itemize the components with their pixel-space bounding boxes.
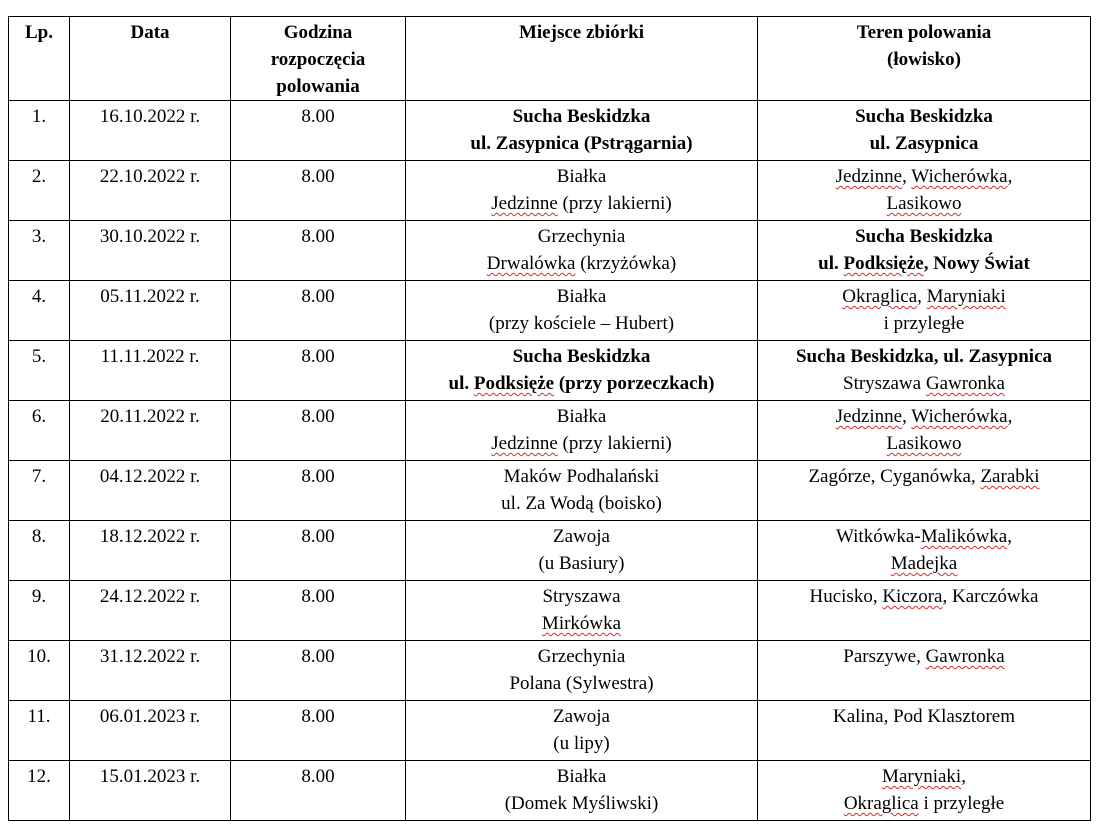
- area-line-1: Sucha Beskidzka: [855, 226, 993, 247]
- cell-hunting-area: [758, 521, 1091, 581]
- cell-date: 11.11.2022 r.: [70, 341, 231, 401]
- header-time-line-3: polowania: [276, 76, 360, 97]
- place-line-1: Białka: [556, 406, 607, 427]
- area-text: ,: [1007, 526, 1012, 547]
- cell-meeting-place: [406, 401, 758, 461]
- place-line-1: Maków Podhalański: [503, 466, 660, 487]
- cell-time: 8.00: [231, 461, 406, 521]
- area-line-2: [760, 790, 1088, 817]
- place-line-2: (Domek Myśliwski): [504, 793, 659, 814]
- area-word: Malikówka: [920, 526, 1008, 547]
- cell-hunting-area: [758, 701, 1091, 761]
- table-row: [9, 641, 1091, 701]
- cell-lp: 1.: [9, 101, 70, 161]
- area-word: Zarabki: [980, 466, 1040, 487]
- area-word: Okraglica: [842, 286, 918, 307]
- header-meeting-place: [406, 17, 758, 101]
- table-row: [9, 461, 1091, 521]
- header-hunting-area: [758, 17, 1091, 101]
- place-line-2: ul. Zasypnica (Pstrągarnia): [470, 133, 693, 154]
- cell-time: 8.00: [231, 281, 406, 341]
- area-text: ul.: [818, 253, 844, 274]
- cell-date: 24.12.2022 r.: [70, 581, 231, 641]
- cell-lp: 8.: [9, 521, 70, 581]
- cell-hunting-area: [758, 761, 1091, 821]
- cell-meeting-place: [406, 281, 758, 341]
- cell-lp: 5.: [9, 341, 70, 401]
- area-word: Maryniaki: [926, 286, 1006, 307]
- area-text: Stryszawa: [843, 373, 926, 394]
- cell-date: 22.10.2022 r.: [70, 161, 231, 221]
- place-line-2: (u Basiury): [538, 553, 625, 574]
- header-time-line-1: Godzina: [283, 22, 353, 43]
- place-line-1: Zawoja: [553, 706, 610, 727]
- area-text: ,: [961, 766, 966, 787]
- cell-hunting-area: [758, 281, 1091, 341]
- header-date: [70, 17, 231, 101]
- area-text: Hucisko,: [809, 586, 883, 607]
- cell-time: 8.00: [231, 101, 406, 161]
- schedule-table-wrapper: [8, 16, 1091, 821]
- cell-date: 31.12.2022 r.: [70, 641, 231, 701]
- place-text: (przy lakierni): [557, 433, 672, 454]
- cell-time: 8.00: [231, 641, 406, 701]
- area-line-1: [760, 523, 1088, 550]
- cell-lp: 6.: [9, 401, 70, 461]
- header-place-text: Miejsce zbiórki: [518, 22, 645, 43]
- cell-meeting-place: [406, 221, 758, 281]
- cell-date: 06.01.2023 r.: [70, 701, 231, 761]
- place-line-2: Polana (Sylwestra): [509, 673, 654, 694]
- area-text: ,: [1007, 166, 1013, 187]
- cell-lp: 10.: [9, 641, 70, 701]
- table-row: [9, 401, 1091, 461]
- place-line-2: [408, 190, 755, 217]
- area-text: ,: [1007, 406, 1013, 427]
- cell-lp: 12.: [9, 761, 70, 821]
- cell-lp: 7.: [9, 461, 70, 521]
- area-line-1: [760, 163, 1088, 190]
- header-row: [9, 17, 1091, 101]
- area-word: Jedzinne: [835, 406, 903, 427]
- area-text: , Nowy Świat: [923, 253, 1030, 274]
- cell-time: 8.00: [231, 341, 406, 401]
- area-word: Madejka: [890, 553, 958, 574]
- cell-meeting-place: [406, 641, 758, 701]
- area-text: Parszywe,: [843, 646, 926, 667]
- cell-meeting-place: [406, 761, 758, 821]
- area-line-2: [760, 190, 1088, 217]
- table-row: [9, 581, 1091, 641]
- area-word: Gawronka: [925, 373, 1005, 394]
- hunting-schedule-table: [8, 16, 1091, 821]
- place-word: Podksięże: [473, 373, 555, 394]
- area-text: ,: [902, 406, 912, 427]
- cell-hunting-area: [758, 641, 1091, 701]
- table-row: [9, 521, 1091, 581]
- area-text: , Karczówka: [942, 586, 1039, 607]
- area-line-2: i przyległe: [883, 313, 965, 334]
- cell-time: 8.00: [231, 401, 406, 461]
- header-time-line-2: rozpoczęcia: [270, 49, 366, 70]
- cell-lp: 3.: [9, 221, 70, 281]
- cell-time: 8.00: [231, 521, 406, 581]
- area-text: i przyległe: [918, 793, 1005, 814]
- place-text: (przy porzeczkach): [554, 373, 715, 394]
- area-line-1: [760, 403, 1088, 430]
- place-line-2: [408, 430, 755, 457]
- table-row: [9, 221, 1091, 281]
- cell-lp: 11.: [9, 701, 70, 761]
- place-line-1: Białka: [556, 766, 607, 787]
- cell-meeting-place: [406, 341, 758, 401]
- cell-date: 05.11.2022 r.: [70, 281, 231, 341]
- cell-hunting-area: [758, 581, 1091, 641]
- place-line-2: [408, 610, 755, 637]
- cell-date: 15.01.2023 r.: [70, 761, 231, 821]
- area-word: Maryniaki: [882, 766, 962, 787]
- cell-meeting-place: [406, 701, 758, 761]
- area-word: Gawronka: [925, 646, 1005, 667]
- area-line-2: [760, 430, 1088, 457]
- cell-date: 20.11.2022 r.: [70, 401, 231, 461]
- area-word: Wicherówka: [911, 406, 1008, 427]
- cell-time: 8.00: [231, 221, 406, 281]
- place-word: Mirkówka: [541, 613, 622, 634]
- header-area-line-2: (łowisko): [887, 49, 961, 70]
- cell-time: 8.00: [231, 161, 406, 221]
- header-start-time: [231, 17, 406, 101]
- area-text: ,: [917, 286, 927, 307]
- area-word: Lasikowo: [886, 433, 962, 454]
- place-word: Jedzinne: [491, 193, 558, 214]
- place-line-1: Grzechynia: [537, 646, 626, 667]
- header-lp-text: Lp.: [25, 22, 53, 43]
- cell-meeting-place: [406, 101, 758, 161]
- cell-time: 8.00: [231, 761, 406, 821]
- place-line-2: [408, 370, 755, 397]
- cell-hunting-area: [758, 101, 1091, 161]
- area-line-2: [760, 550, 1088, 577]
- cell-date: 30.10.2022 r.: [70, 221, 231, 281]
- cell-date: 18.12.2022 r.: [70, 521, 231, 581]
- place-line-1: Zawoja: [553, 526, 610, 547]
- area-word: Wicherówka: [911, 166, 1008, 187]
- header-area-line-1: Teren polowania: [856, 22, 992, 43]
- area-line-2: [760, 370, 1088, 397]
- place-line-1: Stryszawa: [542, 586, 621, 607]
- place-line-2: ul. Za Wodą (boisko): [501, 493, 662, 514]
- place-text: (przy lakierni): [557, 193, 672, 214]
- place-text: ul.: [448, 373, 474, 394]
- area-line-1: [760, 283, 1088, 310]
- cell-date: 16.10.2022 r.: [70, 101, 231, 161]
- cell-lp: 4.: [9, 281, 70, 341]
- area-line-2: [760, 250, 1088, 277]
- table-row: [9, 281, 1091, 341]
- place-line-1: Grzechynia: [537, 226, 626, 247]
- area-line-1: Sucha Beskidzka, ul. Zasypnica: [795, 346, 1053, 367]
- area-line-1: [760, 763, 1088, 790]
- cell-meeting-place: [406, 161, 758, 221]
- area-line-1: Sucha Beskidzka: [855, 106, 993, 127]
- cell-meeting-place: [406, 461, 758, 521]
- place-line-2: (przy kościele – Hubert): [488, 313, 675, 334]
- cell-time: 8.00: [231, 581, 406, 641]
- area-line-1: Kalina, Pod Klasztorem: [832, 706, 1016, 727]
- place-line-1: Sucha Beskidzka: [512, 346, 651, 367]
- cell-time: 8.00: [231, 701, 406, 761]
- cell-lp: 9.: [9, 581, 70, 641]
- place-line-1: Sucha Beskidzka: [512, 106, 651, 127]
- table-row: [9, 761, 1091, 821]
- cell-date: 04.12.2022 r.: [70, 461, 231, 521]
- place-line-2: (u lipy): [553, 733, 610, 754]
- area-line-1: [760, 583, 1088, 610]
- cell-lp: 2.: [9, 161, 70, 221]
- area-text: Witkówka-: [835, 526, 921, 547]
- place-word: Drwalówka: [486, 253, 576, 274]
- place-line-2: [408, 250, 755, 277]
- header-date-text: Data: [130, 22, 170, 43]
- area-line-2: ul. Zasypnica: [869, 133, 979, 154]
- cell-hunting-area: [758, 341, 1091, 401]
- table-row: [9, 701, 1091, 761]
- place-word: Jedzinne: [491, 433, 558, 454]
- cell-hunting-area: [758, 161, 1091, 221]
- area-line-1: [760, 643, 1088, 670]
- cell-hunting-area: [758, 221, 1091, 281]
- area-text: Zagórze, Cyganówka,: [808, 466, 981, 487]
- area-word: Lasikowo: [886, 193, 962, 214]
- area-word: Okraglica: [843, 793, 919, 814]
- place-line-1: Białka: [556, 286, 607, 307]
- table-row: [9, 341, 1091, 401]
- table-row: [9, 101, 1091, 161]
- cell-meeting-place: [406, 581, 758, 641]
- area-line-1: [760, 463, 1088, 490]
- area-word: Kiczora: [882, 586, 943, 607]
- cell-hunting-area: [758, 461, 1091, 521]
- header-lp: [9, 17, 70, 101]
- place-line-1: Białka: [556, 166, 607, 187]
- place-text: (krzyżówka): [575, 253, 677, 274]
- area-word: Jedzinne: [835, 166, 903, 187]
- table-row: [9, 161, 1091, 221]
- cell-hunting-area: [758, 401, 1091, 461]
- area-text: ,: [902, 166, 912, 187]
- cell-meeting-place: [406, 521, 758, 581]
- area-word: Podksięże: [843, 253, 924, 274]
